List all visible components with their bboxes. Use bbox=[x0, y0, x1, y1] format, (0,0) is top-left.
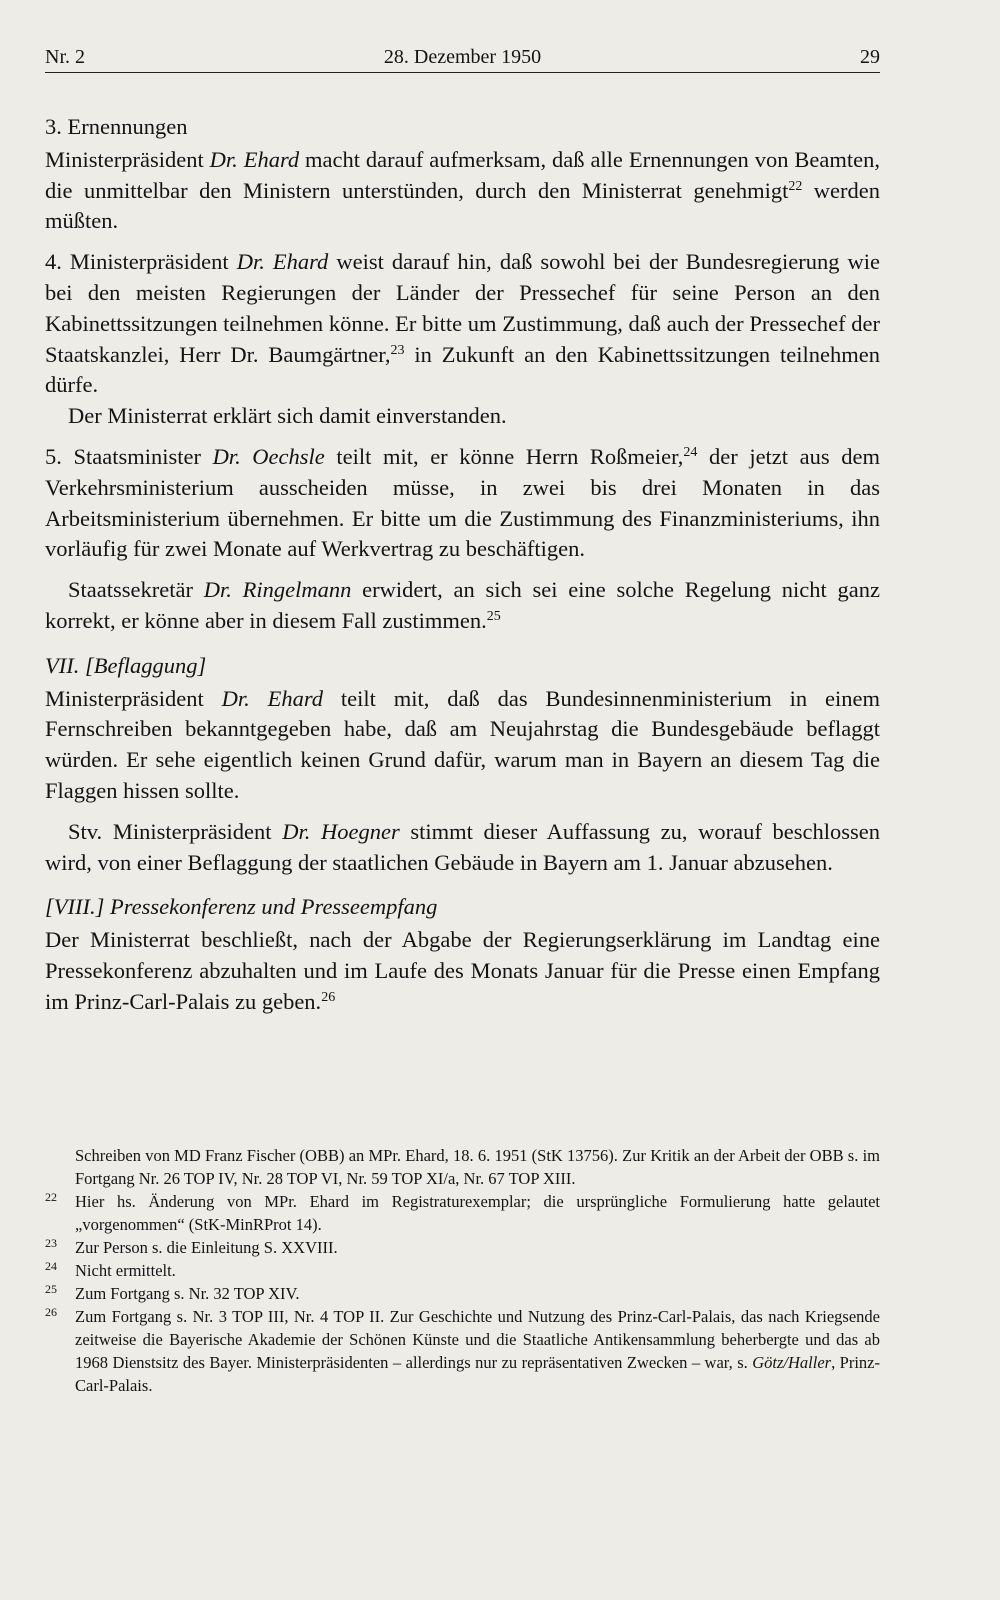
footnote-number: 24 bbox=[45, 1259, 57, 1273]
footnote-number: 26 bbox=[45, 1305, 57, 1319]
footnote bbox=[45, 1282, 880, 1305]
section-heading-pressekonferenz: [VIII.] Pressekonferenz und Presseempfang bbox=[45, 894, 438, 920]
footnote-text: Zum Fortgang s. Nr. 3 TOP III, Nr. 4 TOP II. Zur Geschichte und Nutzung des Prinz-Carl-Palais, das nach Kriegsende zeitweise die Bayerische Akademie der Schönen Künste und die Staatliche Antikensammlung beherbergte und das ab 1968 Dienstsitz des Bayer. Ministerpräsidenten – allerdings nur zu repräsentativen Zwecken – war, s. Götz/Haller, Prinz-Carl-Palais. bbox=[75, 1307, 880, 1395]
footnotes bbox=[45, 1144, 880, 1397]
person-name: Dr. Ehard bbox=[209, 146, 300, 172]
footnote bbox=[45, 1236, 880, 1259]
footnote-number: 23 bbox=[45, 1236, 57, 1250]
paragraph: Ministerpräsident Dr. Ehard macht darauf aufmerksam, daß alle Ernennungen von Beamten, die unmittelbar den Ministern unterstünden, durch den Ministerrat genehmigt$^{22}$ werden müßten. bbox=[45, 146, 880, 234]
paragraph: Staatssekretär Dr. Ringelmann erwidert, an sich sei eine solche Regelung nicht ganz korrekt, er könne aber in diesem Fall zustimmen.$^{25}$ bbox=[45, 577, 880, 633]
footnote-text: Nicht ermittelt. bbox=[75, 1261, 176, 1280]
page-number: 29 bbox=[860, 46, 880, 68]
footnote-number: 25 bbox=[45, 1282, 57, 1296]
person-name: Dr. Oechsle bbox=[212, 443, 325, 469]
person-name: Dr. Ringelmann bbox=[203, 577, 352, 603]
footnote-text: Zum Fortgang s. Nr. 32 TOP XIV. bbox=[75, 1284, 300, 1303]
footnote-text: Zur Person s. die Einleitung S. XXVIII. bbox=[75, 1238, 338, 1257]
paragraph: Stv. Ministerpräsident Dr. Hoegner stimmt dieser Auffassung zu, worauf beschlossen wird, von einer Beflaggung der staatlichen Gebäude in Bayern am 1. Januar abzusehen. bbox=[45, 818, 880, 875]
footnote-ref[interactable]: 26 bbox=[321, 989, 336, 1005]
footnote-number: 22 bbox=[45, 1190, 57, 1204]
author-reference: Götz/Haller bbox=[752, 1353, 832, 1372]
footnote-text: Hier hs. Änderung von MPr. Ehard im Registraturexemplar; die ursprüngliche Formulierung hatte gelautet „vorgenommen“ (StK-MinRProt 14). bbox=[75, 1192, 880, 1234]
running-header bbox=[45, 46, 880, 73]
section-heading-ernennungen: 3. Ernennungen bbox=[45, 114, 188, 139]
section-heading-beflaggung: VII. [Beflaggung] bbox=[45, 652, 207, 678]
footnote-ref[interactable]: 25 bbox=[486, 608, 501, 624]
footnote-ref[interactable]: 22 bbox=[788, 178, 803, 194]
footnote bbox=[45, 1190, 880, 1236]
main-text bbox=[45, 112, 880, 1018]
paragraph: 5. Staatsminister Dr. Oechsle teilt mit, er könne Herrn Roßmeier,$^{24}$ der jetzt aus dem Verkehrsministerium ausscheiden müsse, in zwei bis drei Monaten in das Arbeitsministerium übernehmen. Er bitte um die Zustimmung des Finanzministeriums, ihn vorläufig für zwei Monate auf Werkvertrag zu beschäftigen. bbox=[45, 443, 880, 562]
person-name: Dr. Hoegner bbox=[282, 818, 400, 844]
issue-number: Nr. 2 bbox=[45, 46, 85, 68]
footnote bbox=[45, 1259, 880, 1282]
footnote bbox=[45, 1305, 880, 1397]
footnote-ref[interactable]: 23 bbox=[390, 342, 405, 358]
person-name: Dr. Ehard bbox=[236, 249, 329, 275]
paragraph: 4. Ministerpräsident Dr. Ehard weist darauf hin, daß sowohl bei der Bundesregierung wie bei den meisten Regierungen der Länder der Pressechef für seine Person an den Kabinettssitzungen teilnehmen könne. Er bitte um Zustimmung, daß auch der Pressechef der Staatskanzlei, Herr Dr. Baumgärtner,$^{23}$ in Zukunft an den Kabinettssitzungen teilnehmen dürfe. bbox=[45, 249, 881, 398]
person-name: Dr. Ehard bbox=[221, 685, 324, 711]
header-date: 28. Dezember 1950 bbox=[383, 46, 542, 68]
footnote-continuation: Schreiben von MD Franz Fischer (OBB) an MPr. Ehard, 18. 6. 1951 (StK 13756). Zur Kritik an der Arbeit der OBB s. im Fortgang Nr. 26 TOP IV, Nr. 28 TOP VI, Nr. 59 TOP XI/a, Nr. 67 TOP XIII. bbox=[75, 1146, 880, 1188]
paragraph: Der Ministerrat beschließt, nach der Abgabe der Regierungserklärung im Landtag eine Pressekonferenz abzuhalten und im Laufe des Monats Januar für die Presse einen Empfang im Prinz-Carl-Palais zu geben.$^{26}$ bbox=[45, 927, 880, 1014]
paragraph: Der Ministerrat erklärt sich damit einverstanden. bbox=[68, 403, 507, 429]
footnote-ref[interactable]: 24 bbox=[683, 444, 698, 460]
paragraph: Ministerpräsident Dr. Ehard teilt mit, daß das Bundesinnenministerium in einem Fernschreiben bekanntgegeben habe, daß am Neujahrstag die Bundesgebäude beflaggt würden. Er sehe eigentlich keinen Grund dafür, warum man in Bayern an diesem Tag die Flaggen hissen sollte. bbox=[45, 685, 880, 803]
